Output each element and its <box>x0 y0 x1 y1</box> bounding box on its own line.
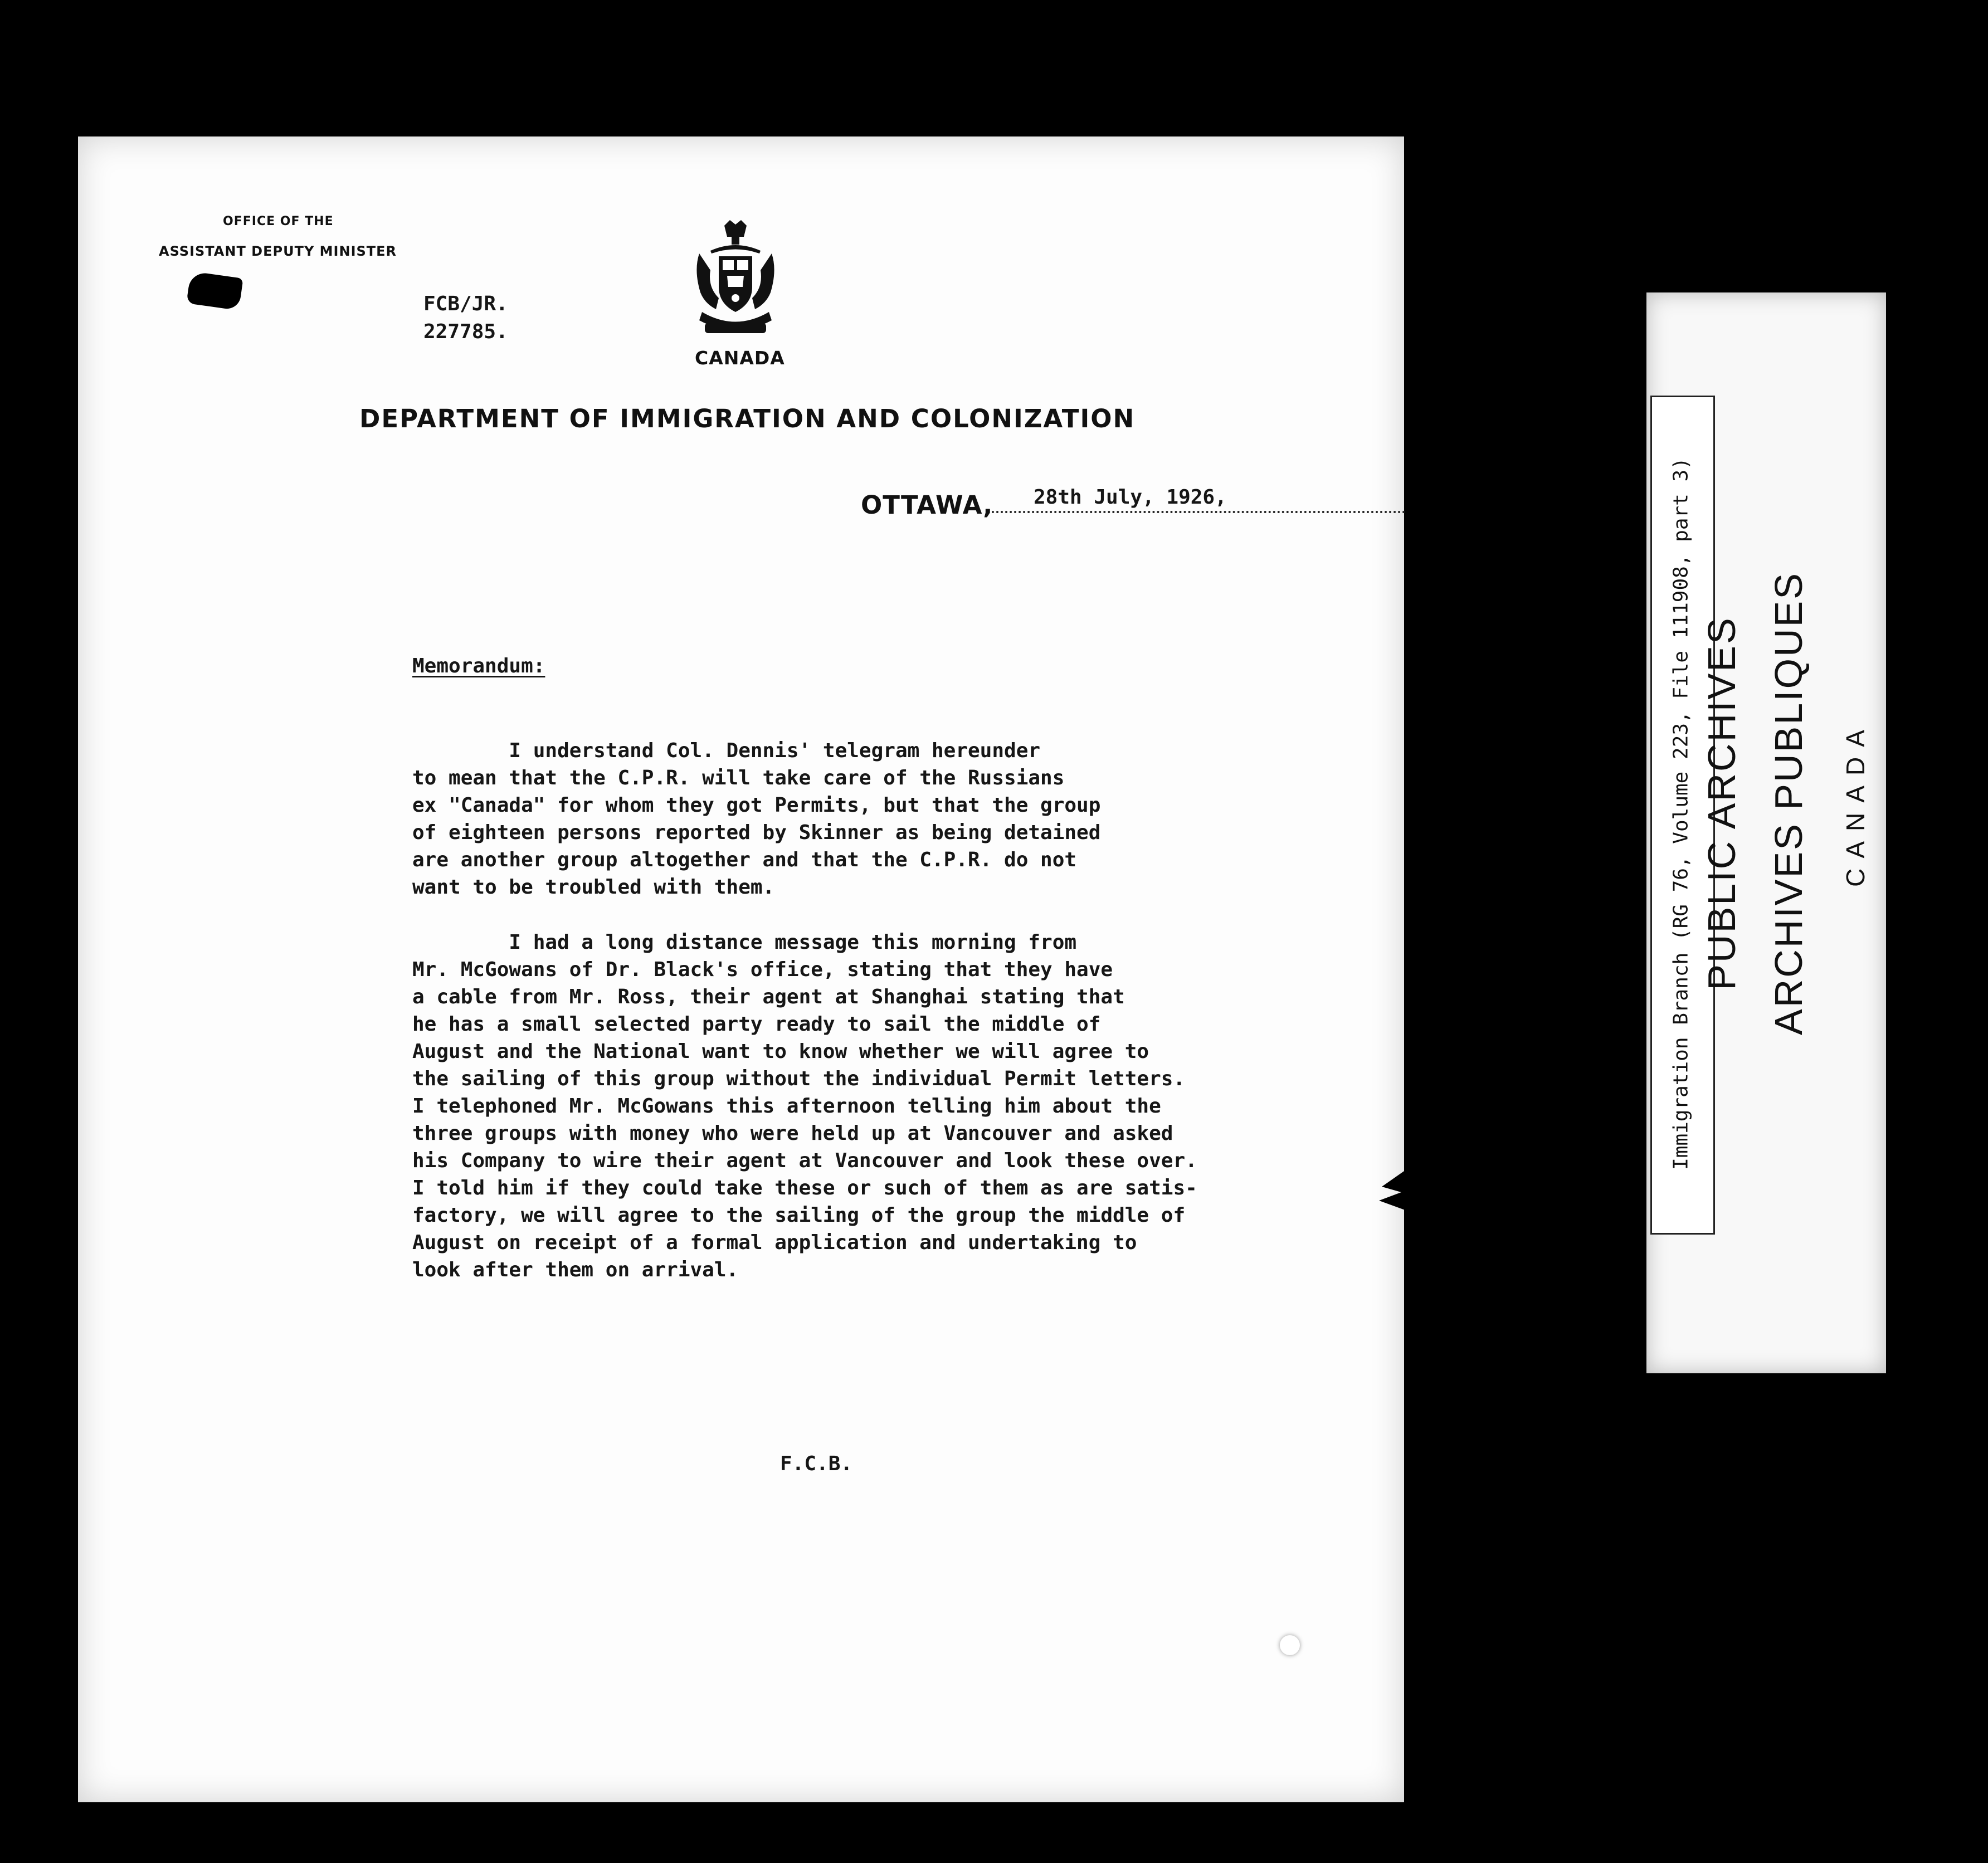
archive-reference-text: Immigration Branch (RG 76, Volume 223, File 111908, part 3) <box>1669 457 1693 1170</box>
memo-paragraph-2: I had a long distance message this morning from Mr. McGowans of Dr. Black's office, stating that they have a cable from Mr. Ross, their agent at Shanghai stating that he has a small selected party ready to sail the middle of August and the National want to know whether we will agree to the sailing of this group without the individual Permit letters. I telephoned Mr. McGowans this afternoon telling him about the three groups with money who were held up at Vancouver and asked his Company to wire their agent at Vancouver and look these over. I told him if they could take these or such of them as are satis- factory, we will agree to the sailing of the group the middle of August on receipt of a formal application and undertaking to look after them on arrival. <box>412 931 1197 1281</box>
signature-initials: F.C.B. <box>780 1452 853 1475</box>
paper-tear-mark <box>1376 1167 1410 1212</box>
archive-label-line2: ARCHIVES PUBLIQUES <box>1767 572 1810 1035</box>
coat-of-arms-icon <box>688 220 783 343</box>
office-heading-line2: ASSISTANT DEPUTY MINISTER <box>159 243 397 259</box>
country-label: CANADA <box>695 347 785 369</box>
file-reference-initials: FCB/JR. <box>423 292 508 315</box>
archive-label-line3: CANADA <box>1841 720 1870 887</box>
file-reference-number: 227785. <box>423 320 508 343</box>
memo-heading: Memorandum: <box>412 655 545 677</box>
department-title: DEPARTMENT OF IMMIGRATION AND COLONIZATION <box>359 404 1136 433</box>
date-dotted-line <box>992 511 1405 513</box>
place-label: OTTAWA, <box>861 490 993 520</box>
ink-blot <box>186 271 243 311</box>
office-heading-line1: OFFICE OF THE <box>223 214 334 228</box>
memo-paragraph-1: I understand Col. Dennis' telegram hereunder to mean that the C.P.R. will take care of the Russians ex "Canada" for whom they got Permits, but that the group of eighteen persons reported by Skinner as being detained are another group altogether and that the C.P.R. do not want to be troubled with them. <box>412 739 1101 899</box>
paper-spot <box>1280 1635 1300 1655</box>
memo-date: 28th July, 1926, <box>1034 486 1227 509</box>
archive-label-line1: PUBLIC ARCHIVES <box>1700 616 1743 991</box>
memo-page <box>78 136 1404 1802</box>
